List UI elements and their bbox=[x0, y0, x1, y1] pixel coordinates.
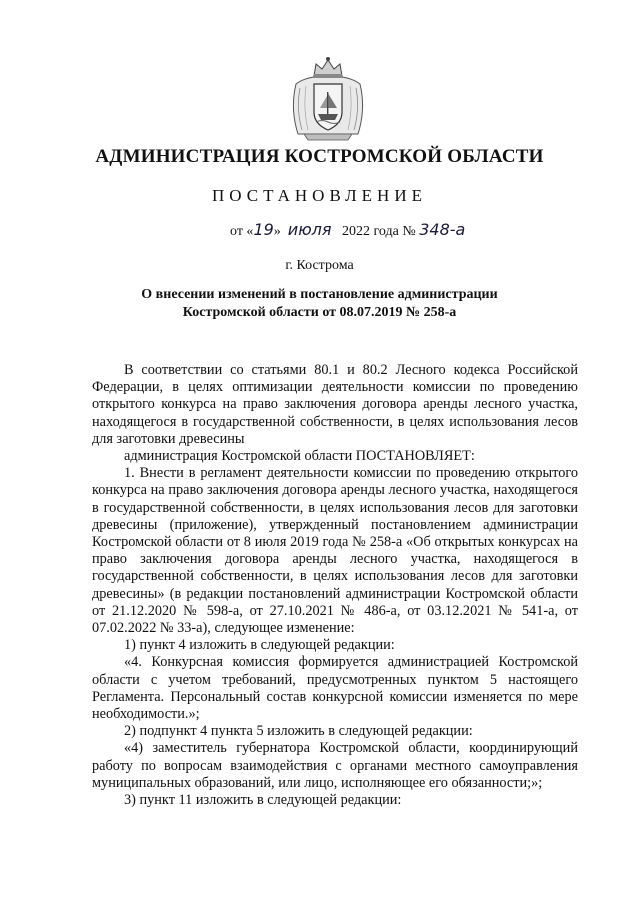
coat-of-arms-icon bbox=[290, 54, 366, 144]
paragraph-subitem-3: 3) пункт 11 изложить в следующей редакции: bbox=[124, 792, 402, 809]
document-number: 348-а bbox=[419, 220, 466, 239]
document-title bbox=[0, 286, 639, 322]
paragraph-preamble: В соответствии со статьями 80.1 и 80.2 Лесного кодекса Российской Федерации, в целях оптимизации деятельности комиссии по проведению открытого конкурса на право заключения договора аренды лесного участка, находящегося в государственной собственности, в целях использования лесов для заготовки древесины bbox=[92, 362, 578, 447]
date-month: июля bbox=[287, 220, 332, 239]
date-year: 2022 года № bbox=[342, 224, 416, 239]
organization-title: АДМИНИСТРАЦИЯ КОСТРОМСКОЙ ОБЛАСТИ bbox=[95, 146, 544, 167]
date-prefix: от « bbox=[230, 224, 254, 239]
document-body bbox=[92, 362, 578, 809]
paragraph-subitem-1: 1) пункт 4 изложить в следующей редакции: bbox=[124, 637, 395, 654]
title-line-2: Костромской области от 08.07.2019 № 258-а bbox=[182, 305, 457, 320]
paragraph-item-1: 1. Внести в регламент деятельности комиссии по проведению открытого конкурса на право заключения договора аренды лесного участка, находящегося в государственной собственности, в целях использования лесов для заготовки древесины (приложение), утвержденный постановлением администрации Костромской области от 8 июля 2019 года № 258-а «Об открытых конкурсах на право заключения договора аренды лесного участка, находящегося в государственной собственности, в целях использования лесов для заготовки древесины» (в редакции постановлений администрации Костромской области от 21.12.2020 № 598-а, от 27.10.2021 № 486-а, от 03.12.2021 № 541-а, от 07.02.2022 № 33-а), следующее изменение: bbox=[92, 465, 578, 637]
date-line bbox=[230, 220, 465, 240]
paragraph-resolves: администрация Костромской области ПОСТАНОВЛЯЕТ: bbox=[124, 448, 475, 465]
title-line-1: О внесении изменений в постановление администрации bbox=[141, 287, 498, 302]
paragraph-quote-4-deputy: «4) заместитель губернатора Костромской области, координирующий работу по вопросам взаимодействия с органами местного самоуправления муниципальных образований, или лицо, исполняющее его обязанности;»; bbox=[92, 740, 578, 791]
paragraph-subitem-2: 2) подпункт 4 пункта 5 изложить в следующей редакции: bbox=[124, 723, 473, 740]
city: г. Кострома bbox=[285, 258, 354, 273]
paragraph-quote-4: «4. Конкурсная комиссия формируется администрацией Костромской области с учетом требований, предусмотренных пунктом 5 настоящего Регламента. Персональный состав конкурсной комиссии изменяется по мере необходимости.»; bbox=[92, 654, 578, 723]
date-day-close: » bbox=[273, 224, 281, 239]
date-day: 19 bbox=[253, 220, 274, 239]
document-type: ПОСТАНОВЛЕНИЕ bbox=[211, 186, 427, 205]
